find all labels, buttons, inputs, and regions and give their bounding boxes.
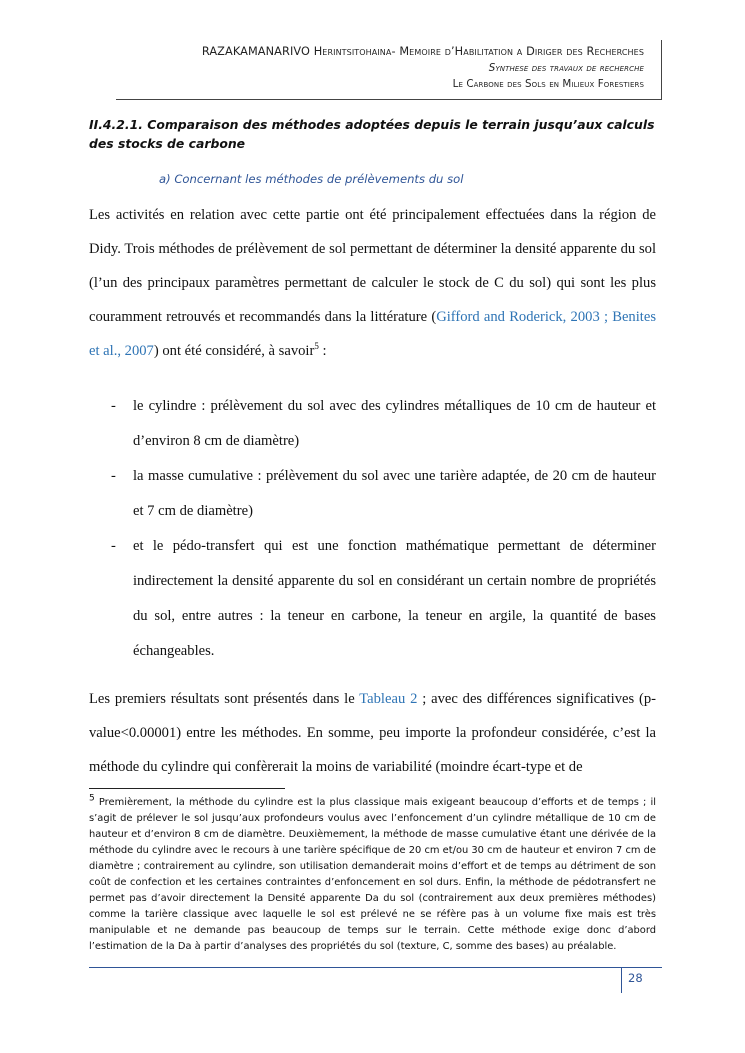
paragraph-results bbox=[89, 682, 656, 784]
list-item-text: et le pédo-transfert qui est une fonction mathématique permettant de déterminer indirectement la densité apparente du sol en considérant un certain nombre de propriétés du sol, entre autres : la teneur en carbone, la teneur en argile, la quantité de bases échangeables. bbox=[133, 538, 656, 659]
header-horizontal-rule bbox=[116, 99, 662, 100]
list-item-cylinder bbox=[89, 389, 656, 459]
footnote-separator bbox=[89, 788, 285, 789]
paragraph-text: : bbox=[318, 343, 327, 359]
list-dash: - bbox=[111, 398, 116, 414]
table-reference-link[interactable]: Tableau 2 bbox=[359, 691, 418, 707]
paragraph-text: ; avec des différences significatives (p-value<0.00001) entre les méthodes. En somme, peu importe la profondeur considérée, c’est la méthode du cylindre qui confèrerait la moins de variabilité (moindre écart-type et de bbox=[89, 691, 657, 775]
footer-vertical-rule bbox=[621, 967, 622, 993]
paragraph-methods-intro bbox=[89, 198, 656, 368]
header-vertical-rule bbox=[661, 40, 662, 100]
footnote-number: 5 bbox=[89, 793, 95, 804]
list-dash: - bbox=[111, 468, 116, 484]
list-item-cumulative-mass bbox=[89, 459, 656, 529]
header-author-title: RAZAKAMANARIVO Herintsitohaina- Memoire d’Habilitation a Diriger des Recherches bbox=[201, 45, 644, 58]
list-item-pedotransfer bbox=[89, 529, 656, 669]
paragraph-text: Les activités en relation avec cette partie ont été principalement effectuées dans la région de Didy. Trois méthodes de prélèvement de sol permettant de déterminer la densité apparente du sol (l’un des principaux paramètres permettant de calculer le stock de C du sol) qui sont les plus couramment retrouvés et recommandés dans la littérature ( bbox=[89, 207, 656, 325]
header-section: Synthese des travaux de recherche bbox=[488, 62, 644, 74]
list-item-text: le cylindre : prélèvement du sol avec des cylindres métalliques de 10 cm de hauteur et d’environ 8 cm de diamètre) bbox=[133, 398, 656, 449]
subsection-title: a) Concernant les méthodes de prélèvements du sol bbox=[159, 172, 464, 186]
list-dash: - bbox=[111, 538, 116, 554]
list-item-text: la masse cumulative : prélèvement du sol avec une tarière adaptée, de 20 cm de hauteur et 7 cm de diamètre) bbox=[133, 468, 656, 519]
footnote-text: Premièrement, la méthode du cylindre est la plus classique mais exigeant beaucoup d’efforts et de temps ; il s’agit de prélever le sol jusqu’aux profondeurs voulus avec l’enfoncement d’un cylindre métallique de 10 cm de hauteur et d’environ 8 cm de diamètre. Deuxièmement, la méthode de masse cumulative étant une dérivée de la méthode du cylindre avec le recours à une tarière spécifique de 20 cm et/ou 30 cm de hauteur et environ 7 cm de diamètre ; contrairement au cylindre, son utilisation demanderait moins d’effort et de temps au détriment de son coût de confection et les certaines contraintes d’enfoncement en sol durs. Enfin, la méthode de pédotransfert ne permet pas d’avoir directement la Densité apparente Da du sol (contrairement aux deux premières méthodes) comme la tarière classique avec laquelle le sol est prélevé ne se réfère pas à un volume fixe mais est très manipulable et ne demande pas beaucoup de temps sur le terrain. Cette méthode exige donc d’abord l’estimation de la Da à partir d’analyses des propriétés du sol (texture, C, somme des bases) au préalable. bbox=[89, 797, 656, 952]
section-title: II.4.2.1. Comparaison des méthodes adoptées depuis le terrain jusqu’aux calculs des stocks de carbone bbox=[89, 117, 655, 151]
page-header bbox=[100, 44, 644, 92]
footnote-reference[interactable]: 5 bbox=[314, 341, 319, 352]
header-subject: Le Carbone des Sols en Milieux Forestiers bbox=[452, 78, 644, 90]
footer-horizontal-rule bbox=[89, 967, 662, 968]
footnote bbox=[89, 795, 656, 955]
paragraph-text: ) ont été considéré, à savoir bbox=[153, 343, 315, 359]
paragraph-text: Les premiers résultats sont présentés dans le bbox=[89, 691, 360, 707]
methods-list bbox=[89, 389, 656, 669]
citation-link[interactable]: Gifford and Roderick, 2003 ; Benites et al., 2007 bbox=[89, 309, 656, 359]
page-number: 28 bbox=[628, 971, 643, 985]
